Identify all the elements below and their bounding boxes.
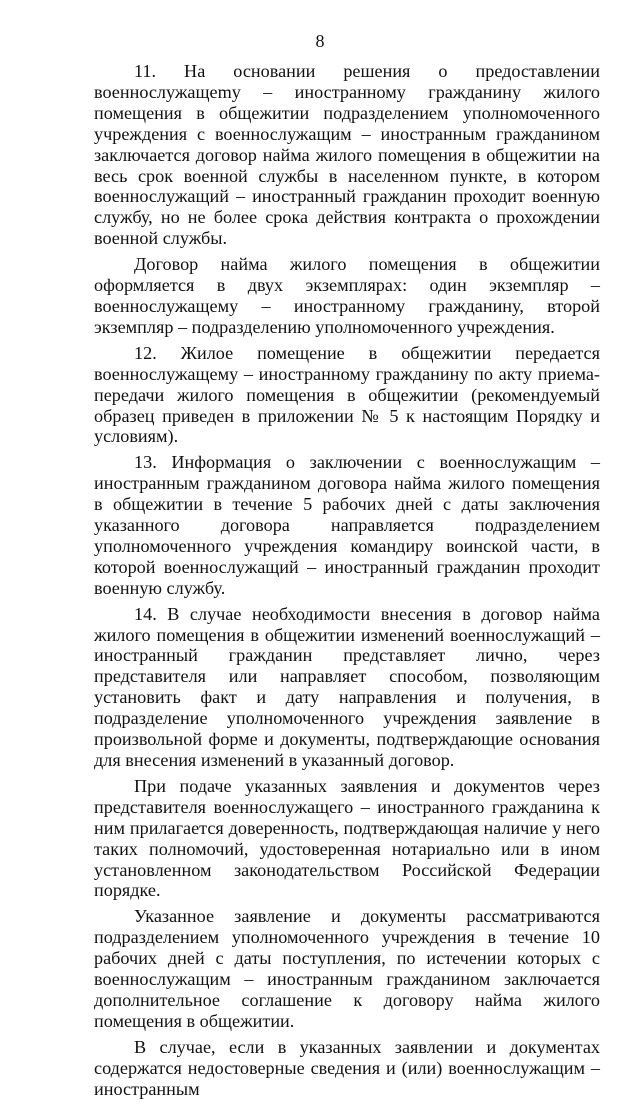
paragraph-13: 13. Информация о заключении с военнослужащим – иностранным гражданином договора найма жилого помещения в общежитии в течение 5 рабочих дней с даты заключения указанного договора направляется подразделением уполномоченного учреждения командиру воинской части, в которой военнослужащий – иностранный гражданин проходит военную службу. [94,452,600,598]
paragraph-false-info: В случае, если в указанных заявлении и документах содержатся недостоверные сведения и (или) военнослужащим – иностранным [94,1036,600,1099]
document-body [94,61,600,1105]
page-number: 8 [315,31,325,51]
paragraph-review: Указанное заявление и документы рассматриваются подразделением уполномоченного учреждения в течение 10 рабочих дней с даты поступления, по истечении которых с военнослужащим – иностранным гражданином заключается дополнительное соглашение к договору найма жилого помещения в общежитии. [94,906,600,1031]
paragraph-contract-copies: Договор найма жилого помещения в общежитии оформляется в двух экземплярах: один экземпляр – военнослужащему – иностранному гражданину, второй экземпляр – подразделению уполномоченного учреждения. [94,254,600,337]
paragraph-14: 14. В случае необходимости внесения в договор найма жилого помещения в общежитии изменений военнослужащий – иностранный гражданин представляет лично, через представителя или направляет способом, позволяющим установить факт и дату направления и получения, в подразделение уполномоченного учреждения заявление в произвольной форме и документы, подтверждающие основания для внесения изменений в указанный договор. [94,603,600,770]
paragraph-12: 12. Жилое помещение в общежитии передается военнослужащему – иностранному гражданину по акту приема-передачи жилого помещения в общежитии (рекомендуемый образец приведен в приложении № 5 к настоящим Порядку и условиям). [94,342,600,447]
paragraph-representative: При подаче указанных заявления и документов через представителя военнослужащего – иностранного гражданина к ним прилагается доверенность, подтверждающая наличие у него таких полномочий, удостоверенная нотариально или в ином установленном законодательством Российской Федерации порядке. [94,775,600,901]
paragraph-11: 11. На основании решения о предоставлении военнослужащеmу – иностранному гражданину жилого помещения в общежитии подразделением уполномоченного учреждения с военнослужащим – иностранным гражданином заключается договор найма жилого помещения в общежитии на весь срок военной службы в населенном пункте, в котором военнослужащий – иностранный гражданин проходит военную службу, но не более срока действия контракта о прохождении военной службы. [94,61,600,249]
